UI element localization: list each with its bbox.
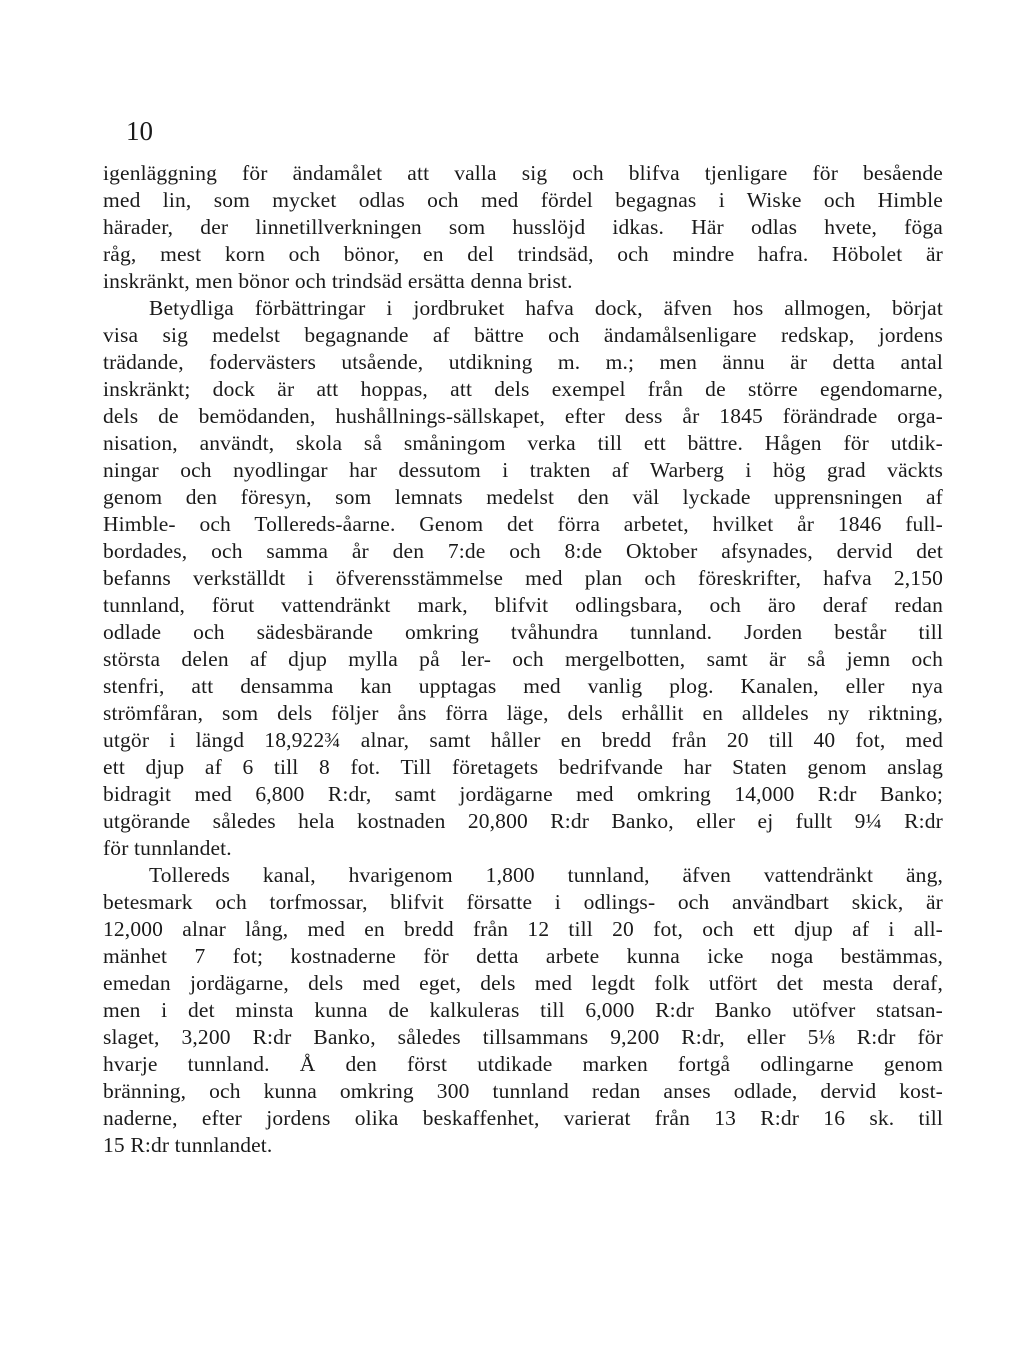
text-line: bidragit med 6,800 R:dr, samt jordägarne med omkring 14,000 R:dr Banko; bbox=[103, 782, 943, 806]
text-line: råg, mest korn och bönor, en del trindsäd, och mindre hafra. Höbolet är bbox=[103, 242, 943, 266]
text-line: bränning, och kunna omkring 300 tunnland redan anses odlade, dervid kost- bbox=[103, 1079, 943, 1103]
text-line: igenläggning för ändamålet att valla sig och blifva tjenligare för besående bbox=[103, 161, 943, 185]
text-line: utgör i längd 18,922¾ alnar, samt håller en bredd från 20 till 40 fot, med bbox=[103, 728, 943, 752]
body-text bbox=[103, 160, 943, 1159]
text-line: nisation, användt, skola så småningom verka till ett bättre. Hågen för utdik- bbox=[103, 431, 943, 455]
text-line: inskränkt, men bönor och trindsäd ersätta denna brist. bbox=[103, 269, 573, 293]
text-line: ett djup af 6 till 8 fot. Till företagets bedrifvande har Staten genom anslag bbox=[103, 755, 943, 779]
text-line: bordades, och samma år den 7:de och 8:de Oktober afsynades, dervid det bbox=[103, 539, 943, 563]
text-line: emedan jordägarne, dels med eget, dels med legdt folk utfört det mesta deraf, bbox=[103, 971, 943, 995]
text-line: dels de bemödanden, hushållnings-sällskapet, efter dess år 1845 förändrade orga- bbox=[103, 404, 943, 428]
paragraph-start-line: Betydliga förbättringar i jordbruket hafva dock, äfven hos allmogen, börjat bbox=[149, 296, 943, 320]
text-line: men i det minsta kunna de kalkuleras till 6,000 R:dr Banko utöfver statsan- bbox=[103, 998, 943, 1022]
text-line: hvarje tunnland. Å den först utdikade marken fortgå odlingarne genom bbox=[103, 1052, 943, 1076]
text-line: inskränkt; dock är att hoppas, att dels exempel från de större egendomarne, bbox=[103, 377, 943, 401]
text-line: 15 R:dr tunnlandet. bbox=[103, 1133, 273, 1157]
text-line: naderne, efter jordens olika beskaffenhet, varierat från 13 R:dr 16 sk. till bbox=[103, 1106, 943, 1130]
page-number: 10 bbox=[126, 116, 153, 146]
text-line: strömfåran, som dels följer åns förra läge, dels erhållit en alldeles ny riktning, bbox=[103, 701, 943, 725]
text-line: härader, der linnetillverkningen som husslöjd idkas. Här odlas hvete, föga bbox=[103, 215, 943, 239]
text-line: befanns verkställdt i öfverensstämmelse med plan och föreskrifter, hafva 2,150 bbox=[103, 566, 943, 590]
text-line: genom den föresyn, som lemnats medelst den väl lyckade upprensningen af bbox=[103, 485, 943, 509]
text-line: största delen af djup mylla på ler- och mergelbotten, samt är så jemn och bbox=[103, 647, 943, 671]
paragraph-start-line: Tollereds kanal, hvarigenom 1,800 tunnland, äfven vattendränkt äng, bbox=[149, 863, 943, 887]
text-line: stenfri, att densamma kan upptagas med vanlig plog. Kanalen, eller nya bbox=[103, 674, 943, 698]
text-line: ningar och nyodlingar har dessutom i trakten af Warberg i hög grad väckts bbox=[103, 458, 943, 482]
text-line: mänhet 7 fot; kostnaderne för detta arbete kunna icke noga bestämmas, bbox=[103, 944, 943, 968]
text-line: för tunnlandet. bbox=[103, 836, 232, 860]
text-line: tunnland, förut vattendränkt mark, blifvit odlingsbara, och äro deraf redan bbox=[103, 593, 943, 617]
text-line: betesmark och torfmossar, blifvit försatte i odlings- och användbart skick, är bbox=[103, 890, 943, 914]
text-line: utgörande således hela kostnaden 20,800 R:dr Banko, eller ej fullt 9¼ R:dr bbox=[103, 809, 943, 833]
text-line: slaget, 3,200 R:dr Banko, således tillsammans 9,200 R:dr, eller 5⅛ R:dr för bbox=[103, 1025, 943, 1049]
text-line: Himble- och Tollereds-åarne. Genom det förra arbetet, hvilket år 1846 full- bbox=[103, 512, 943, 536]
text-line: med lin, som mycket odlas och med fördel begagnas i Wiske och Himble bbox=[103, 188, 943, 212]
text-line: visa sig medelst begagnande af bättre och ändamålsenligare redskap, jordens bbox=[103, 323, 943, 347]
text-line: trädande, fodervästers utsående, utdikning m. m.; men ännu är detta antal bbox=[103, 350, 943, 374]
text-line: 12,000 alnar lång, med en bredd från 12 till 20 fot, och ett djup af i all- bbox=[103, 917, 943, 941]
text-line: odlade och sädesbärande omkring tvåhundra tunnland. Jorden består till bbox=[103, 620, 943, 644]
